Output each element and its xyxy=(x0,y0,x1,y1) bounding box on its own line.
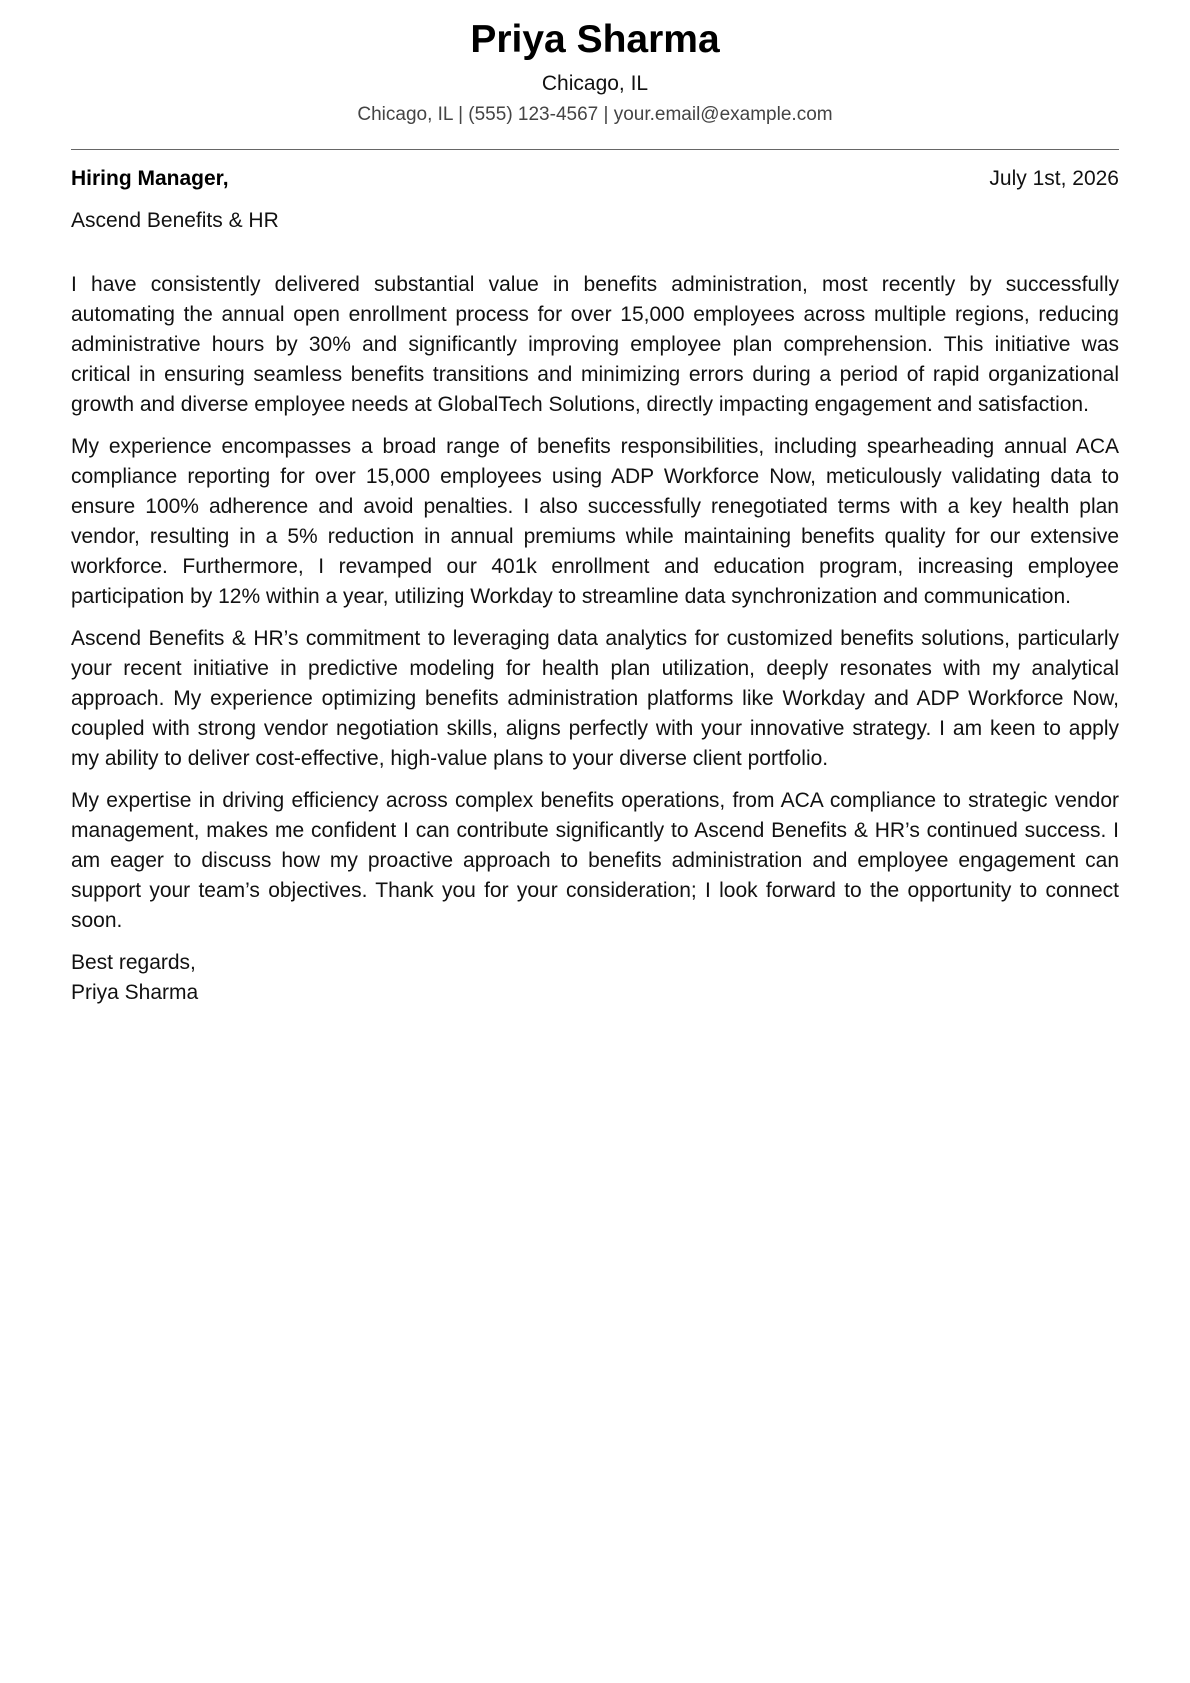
recipient-company: Ascend Benefits & HR xyxy=(71,209,279,232)
applicant-name: Priya Sharma xyxy=(470,18,720,61)
header-divider xyxy=(71,149,1119,150)
applicant-location: Chicago, IL xyxy=(541,72,649,95)
letter-header xyxy=(71,0,1119,128)
letter-date: July 1st, 2026 xyxy=(989,167,1119,190)
letter-body xyxy=(71,270,1119,936)
recipient-salutation: Hiring Manager, xyxy=(71,167,229,190)
body-paragraph: Ascend Benefits & HR’s commitment to leveraging data analytics for customized benefits solutions, particularly your recent initiative in predictive modeling for health plan utilization, deeply resonates with my analytical approach. My experience optimizing benefits administration platforms like Workday and ADP Workforce Now, coupled with strong vendor negotiation skills, aligns perfectly with your innovative strategy. I am keen to apply my ability to deliver cost-effective, high-value plans to your diverse client portfolio. xyxy=(71,627,1119,770)
letter-closing xyxy=(71,948,1119,1008)
valediction: Best regards, xyxy=(71,951,196,974)
body-paragraph: My expertise in driving efficiency across complex benefits operations, from ACA compliance to strategic vendor management, makes me confident I can contribute significantly to Ascend Benefits & HR’s continued success. I am eager to discuss how my proactive approach to benefits administration and employee engagement can support your team’s objectives. Thank you for your consideration; I look forward to the opportunity to connect soon. xyxy=(71,789,1119,932)
applicant-contact-line: Chicago, IL | (555) 123-4567 | your.email@example.com xyxy=(357,104,833,125)
body-paragraph: I have consistently delivered substantial value in benefits administration, most recently by successfully automating the annual open enrollment process for over 15,000 employees across multiple regions, reducing administrative hours by 30% and significantly improving employee plan comprehension. This initiative was critical in ensuring seamless benefits transitions and minimizing errors during a period of rapid organizational growth and diverse employee needs at GlobalTech Solutions, directly impacting engagement and satisfaction. xyxy=(71,273,1119,416)
signature-name: Priya Sharma xyxy=(71,981,199,1004)
recipient-date-row xyxy=(71,164,1119,194)
body-paragraph: My experience encompasses a broad range of benefits responsibilities, including spearheading annual ACA compliance reporting for over 15,000 employees using ADP Workforce Now, meticulously validating data to ensure 100% adherence and avoid penalties. I also successfully renegotiated terms with a key health plan vendor, resulting in a 5% reduction in annual premiums while maintaining benefits quality for our extensive workforce. Furthermore, I revamped our 401k enrollment and education program, increasing employee participation by 12% within a year, utilizing Workday to streamline data synchronization and communication. xyxy=(71,435,1119,608)
